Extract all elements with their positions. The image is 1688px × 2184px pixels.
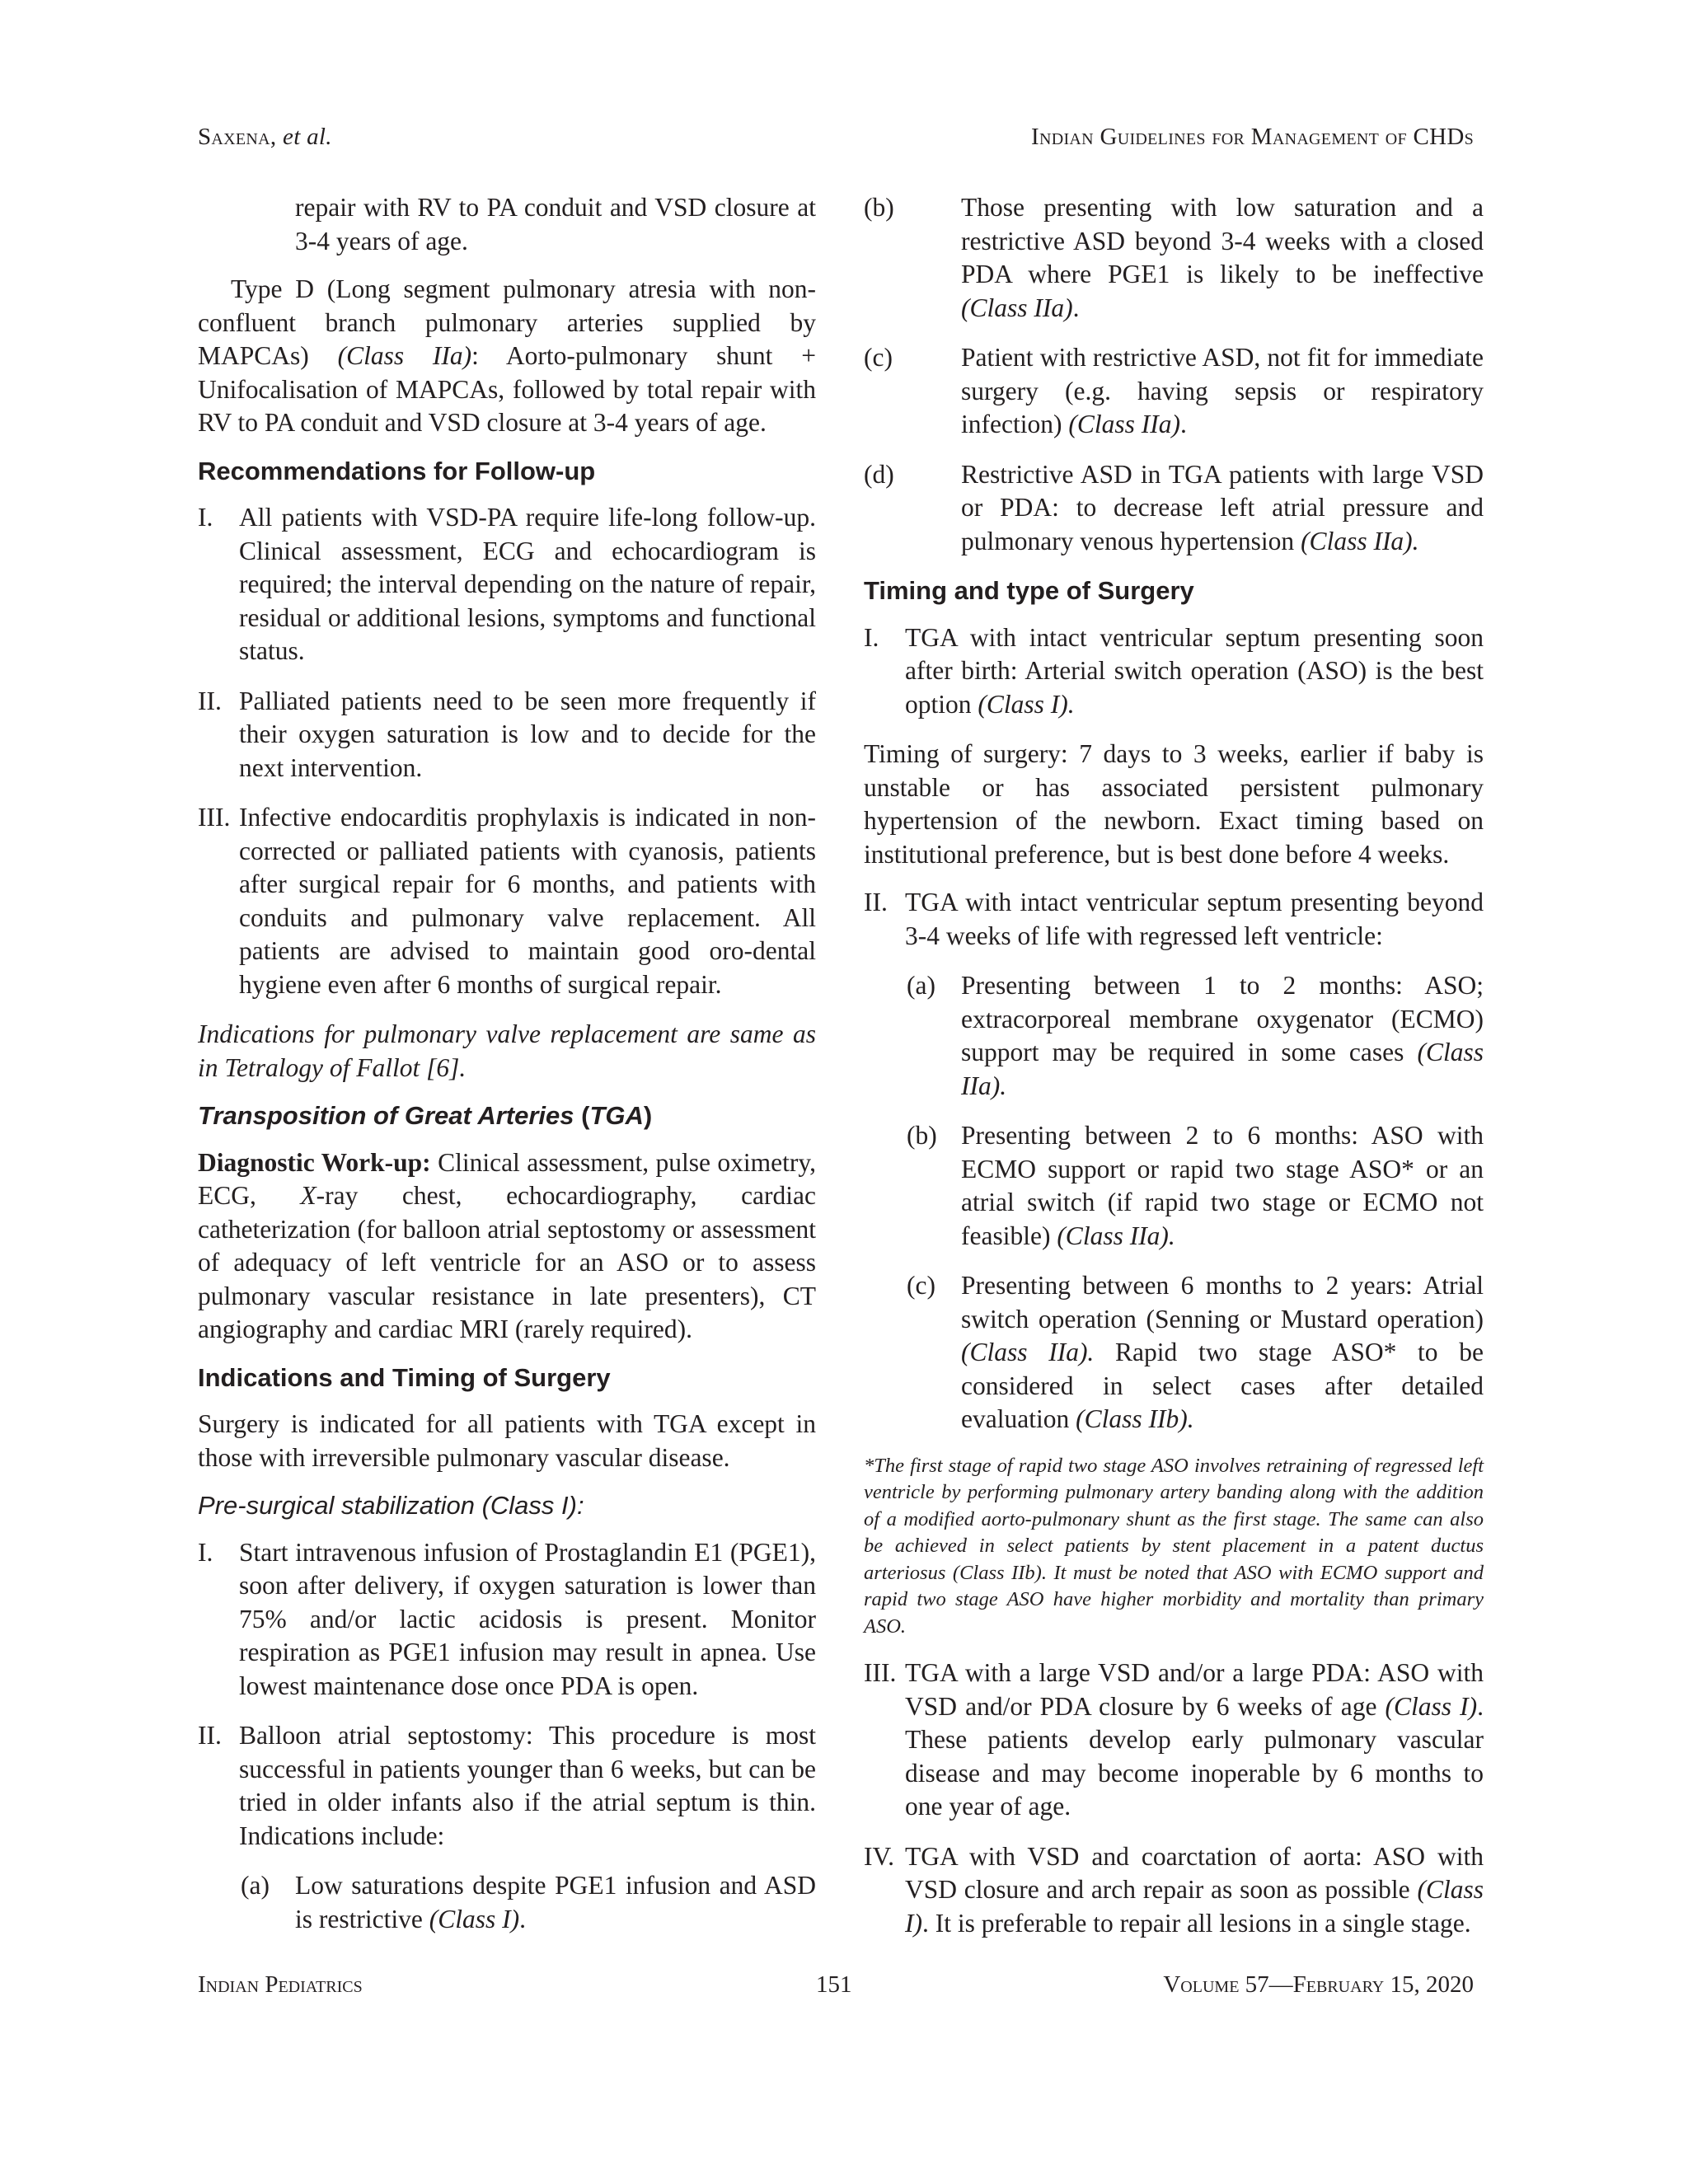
footer-journal: Indian Pediatrics xyxy=(198,1971,363,1998)
list-item: III. Infective endocarditis prophylaxis is indicated in non-corrected or palliated patients with cyanosis, patients after surgical repair for 6 months, and patients with conduits and pulmonary valve replacement. All patients are advised to maintain good oro-dental hygiene even after 6 months of surgical repair. xyxy=(198,803,816,999)
list-item: II. Palliated patients need to be seen more frequently if their oxygen saturation is low and to decide for the next intervention. xyxy=(198,686,816,782)
header-etal: et al. xyxy=(283,124,332,150)
type-d-paragraph: Type D (Long segment pulmonary atresia with non-confluent branch pulmonary arteries supplied by MAPCAs) (Class IIa): Aorto-pulmonary shunt + Unifocalisation of MAPCAs, followed by total repair with RV to PA conduit and VSD closure at 3-4 years of age. xyxy=(198,274,816,437)
sub-list-item: (a) Low saturations despite PGE1 infusion and ASD is restrictive (Class I). xyxy=(241,1871,816,1933)
heading-timing: Timing and type of Surgery xyxy=(864,576,1194,605)
footer-volume: Volume 57—February 15, 2020 xyxy=(1163,1971,1474,1998)
sub-list-item: (d) Restrictive ASD in TGA patients with large VSD or PDA: to decrease left atrial pressure and pulmonary venous hypertension (Class IIa). xyxy=(864,459,1484,555)
sub-list-item: (a) Presenting between 1 to 2 months: ASO; extracorporeal membrane oxygenator (ECMO) support may be required in some cases (Class IIa). xyxy=(907,971,1484,1100)
running-header-title: Indian Guidelines for Management of CHDs xyxy=(1031,124,1474,150)
heading-indications: Indications and Timing of Surgery xyxy=(198,1362,611,1392)
timing-paragraph: Timing of surgery: 7 days to 3 weeks, earlier if baby is unstable or has associated persistent pulmonary hypertension of the newborn. Exact timing based on institutional preference, but is best done before 4 weeks. xyxy=(864,739,1484,869)
footnote: *The first stage of rapid two stage ASO involves retraining of regressed left ventricle by performing pulmonary artery banding along with the addition of a modified aorto-pulmonary shunt as the first stage. The same can also be achieved in select patients by stent placement in a patent ductus arteriosus (Class IIb). It must be noted that ASO with ECMO support and rapid two stage ASO have higher morbidity and mortality than primary ASO. xyxy=(864,1454,1484,1638)
sub-list-item: (b) Presenting between 2 to 6 months: ASO with ECMO support or rapid two stage ASO* or an atrial switch (if rapid two stage or ECMO not feasible) (Class IIa). xyxy=(907,1121,1484,1250)
surgery-paragraph: Surgery is indicated for all patients with TGA except in those with irreversible pulmonary vascular disease. xyxy=(198,1409,816,1472)
list-item: II. Balloon atrial septostomy: This procedure is most successful in patients younger than 6 weeks, but can be tried in older infants also if the atrial septum is thin. Indications include: xyxy=(198,1721,816,1850)
right-column xyxy=(864,191,1484,1957)
running-header-authors xyxy=(198,124,332,151)
left-column xyxy=(198,191,816,1952)
heading-presurgical: Pre-surgical stabilization (Class I): xyxy=(198,1491,584,1520)
diagnostic-workup: Diagnostic Work-up: Clinical assessment, pulse oximetry, ECG, X-ray chest, echocardiography, cardiac catheterization (for balloon atrial septostomy or assessment of adequacy of left ventricle for an ASO or to assess pulmonary vascular resistance in late presenters), CT angiography and cardiac MRI (rarely required). xyxy=(198,1147,816,1343)
heading-tga: Transposition of Great Arteries (TGA) xyxy=(198,1101,653,1130)
sub-list-item: (c) Patient with restrictive ASD, not fit for immediate surgery (e.g. having sepsis or respiratory infection) (Class IIa). xyxy=(864,343,1484,438)
list-item: I. TGA with intact ventricular septum presenting soon after birth: Arterial switch operation (ASO) is the best option (Class I). xyxy=(864,622,1484,719)
list-item: III. TGA with a large VSD and/or a large PDA: ASO with VSD and/or PDA closure by 6 weeks of age (Class I). These patients develop early pulmonary vascular disease and may become inoperable by 6 months to one year of age. xyxy=(864,1658,1484,1821)
sub-list-item: (c) Presenting between 6 months to 2 years: Atrial switch operation (Senning or Mustard operation) (Class IIa). Rapid two stage ASO* to be considered in select cases after detailed evaluation (Class IIb). xyxy=(907,1271,1484,1433)
heading-follow-up: Recommendations for Follow-up xyxy=(198,456,596,485)
page-number: 151 xyxy=(816,1971,852,1998)
list-item: I. Start intravenous infusion of Prostaglandin E1 (PGE1), soon after delivery, if oxygen saturation is lower than 75% and/or lactic acidosis is present. Monitor respiration as PGE1 infusion may result in apnea. Use lowest maintenance dose once PDA is open. xyxy=(198,1537,816,1700)
list-item: I. All patients with VSD-PA require life-long follow-up. Clinical assessment, ECG and echocardiogram is required; the interval depending on the nature of repair, residual or additional lesions, symptoms and functional status. xyxy=(198,503,816,665)
continued-paragraph: repair with RV to PA conduit and VSD closure at 3-4 years of age. xyxy=(295,193,816,255)
sub-list-item: (b) Those presenting with low saturation and a restrictive ASD beyond 3-4 weeks with a closed PDA where PGE1 is likely to be ineffective (Class IIa). xyxy=(864,193,1484,322)
header-author: Saxena, xyxy=(198,124,277,150)
list-item: II. TGA with intact ventricular septum presenting beyond 3-4 weeks of life with regressed left ventricle: xyxy=(864,888,1484,950)
pvr-note: Indications for pulmonary valve replacement are same as in Tetralogy of Fallot [6]. xyxy=(198,1019,816,1082)
list-item: IV. TGA with VSD and coarctation of aorta: ASO with VSD closure and arch repair as soon as possible (Class I). It is preferable to repair all lesions in a single stage. xyxy=(864,1841,1484,1938)
